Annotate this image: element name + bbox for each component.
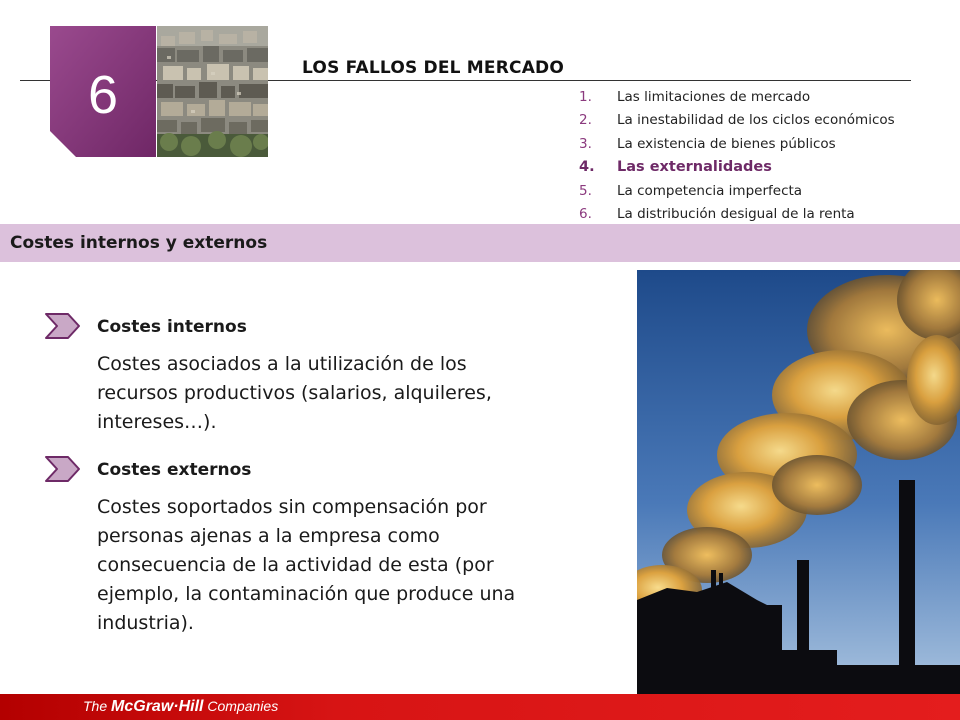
publisher-logo[interactable]: The McGraw·Hill Companies — [83, 698, 279, 715]
internal-costs-text: Costes asociados a la utilización de los recursos productivos (salarios, alquileres, intereses…). — [97, 353, 492, 433]
chapter-title: LOS FALLOS DEL MERCADO — [302, 58, 565, 78]
internal-costs-heading: Costes internos — [97, 317, 247, 337]
section-title: Costes internos y externos — [10, 233, 268, 253]
toc-item-active[interactable]: 4. Las externalidades — [579, 159, 772, 176]
toc-item[interactable]: 2. La inestabilidad de los ciclos económicos — [579, 112, 895, 129]
toc-item[interactable]: 5. La competencia imperfecta — [579, 182, 803, 199]
chapter-number: 6 — [87, 65, 119, 125]
section-bar — [0, 224, 960, 262]
chevron-bullet-icon — [44, 455, 82, 483]
chevron-bullet-icon — [44, 312, 82, 340]
toc-item[interactable]: 1. Las limitaciones de mercado — [579, 89, 811, 105]
smokestack-pollution-photo — [637, 270, 960, 694]
toc-item[interactable]: 6. La distribución desigual de la renta — [579, 206, 855, 223]
footer-bar — [0, 694, 960, 720]
toc-item[interactable]: 3. La existencia de bienes públicos — [579, 135, 836, 152]
hillside-houses-photo — [157, 26, 268, 157]
external-costs-heading: Costes externos — [97, 460, 252, 480]
external-costs-text: Costes soportados sin compensación por personas ajenas a la empresa como consecuencia de la actividad de esta (por ejemplo, la contaminación que produce una industria). — [97, 496, 516, 634]
chapter-contents — [579, 86, 895, 226]
